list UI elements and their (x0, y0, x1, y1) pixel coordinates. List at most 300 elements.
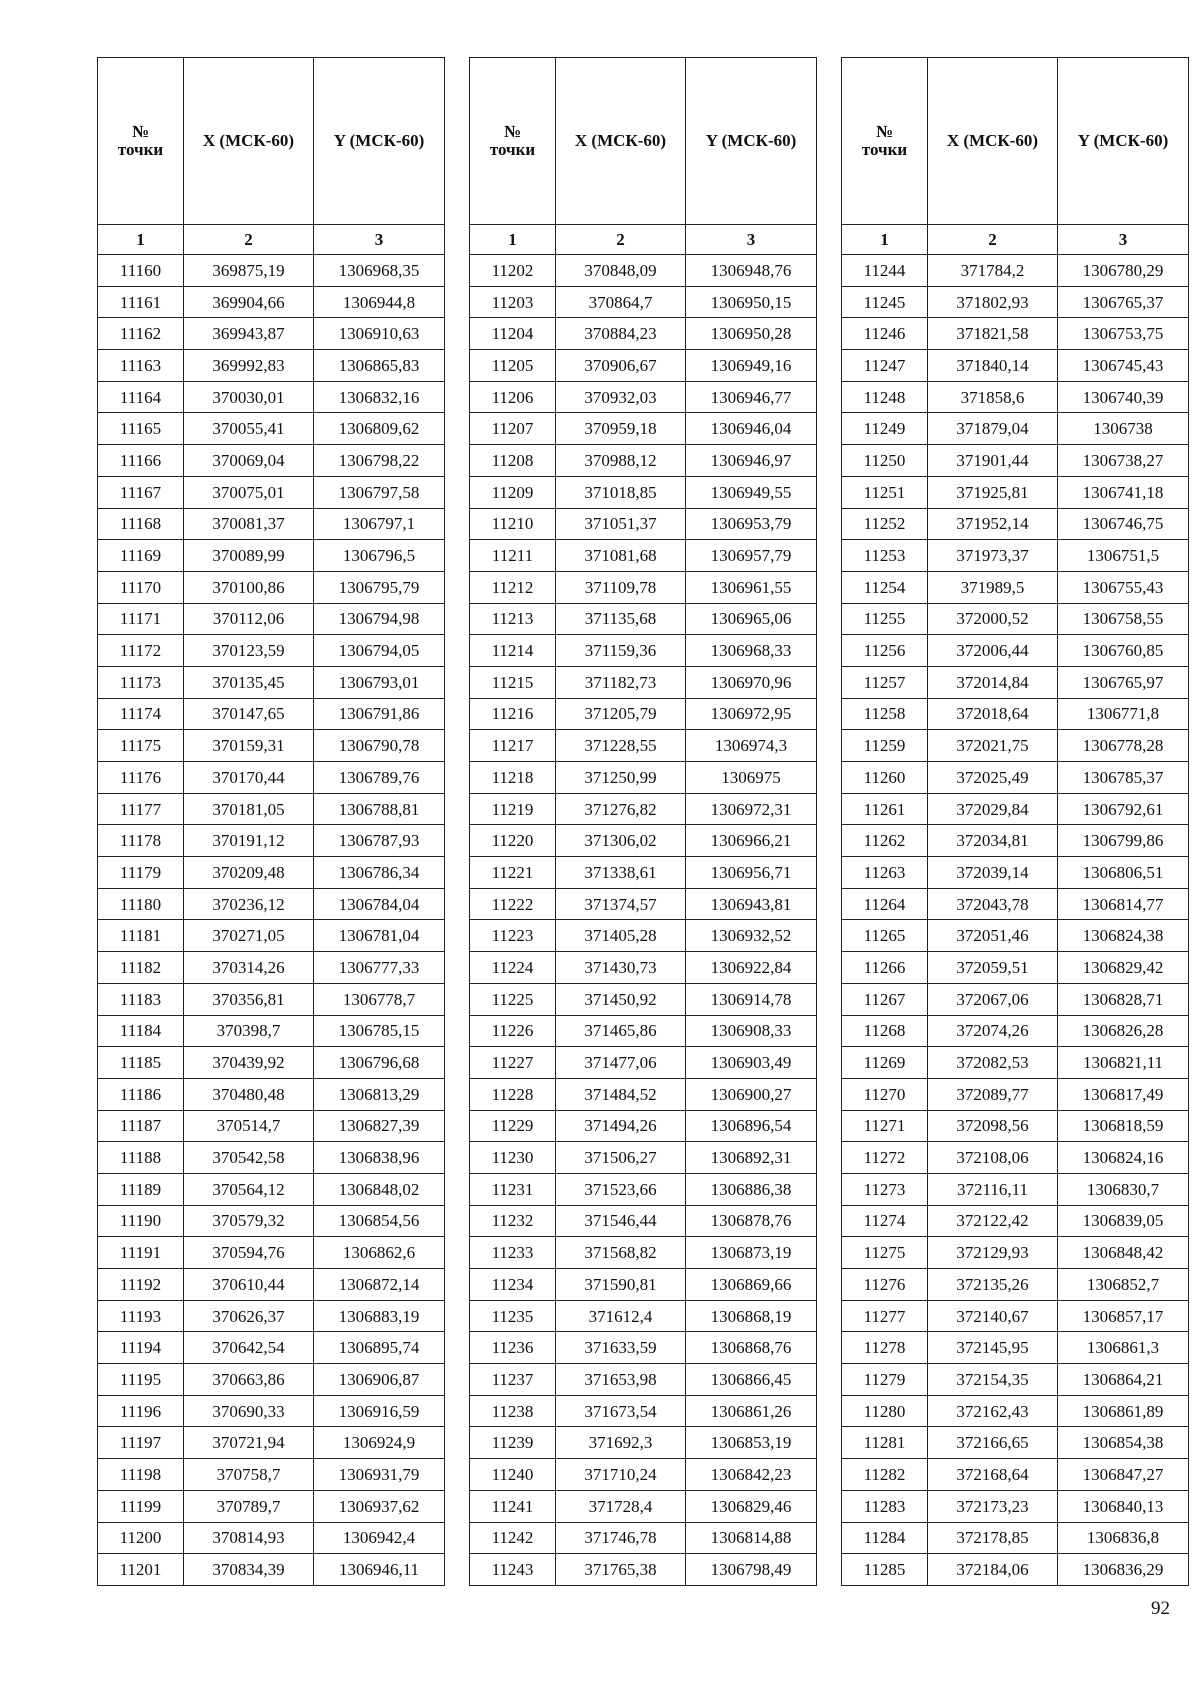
x-coordinate-cell: 372145,95 (928, 1332, 1058, 1364)
x-coordinate-cell: 370594,76 (184, 1237, 314, 1269)
column-number-1: 1 (98, 225, 184, 255)
table-row (470, 1015, 817, 1047)
point-number-sign: № (503, 122, 522, 141)
x-coordinate-cell: 370081,37 (184, 508, 314, 540)
y-coordinate-cell: 1306817,49 (1058, 1078, 1189, 1110)
x-coordinate-cell: 371276,82 (556, 793, 686, 825)
x-coordinate-cell: 372006,44 (928, 635, 1058, 667)
x-coordinate-header: X (МСК-60) (928, 58, 1058, 225)
point-number-cell: 11281 (842, 1427, 928, 1459)
table-row (470, 1522, 817, 1554)
x-coordinate-cell: 372029,84 (928, 793, 1058, 825)
x-coordinate-cell: 370123,59 (184, 635, 314, 667)
x-coordinate-cell: 372154,35 (928, 1364, 1058, 1396)
y-coordinate-cell: 1306946,77 (686, 381, 817, 413)
point-number-cell: 11162 (98, 318, 184, 350)
point-number-cell: 11239 (470, 1427, 556, 1459)
y-coordinate-cell: 1306741,18 (1058, 476, 1189, 508)
x-coordinate-cell: 372043,78 (928, 888, 1058, 920)
x-coordinate-cell: 370100,86 (184, 571, 314, 603)
table-row (842, 571, 1189, 603)
column-number-row (842, 225, 1189, 255)
point-number-cell: 11246 (842, 318, 928, 350)
point-number-cell: 11283 (842, 1490, 928, 1522)
point-number-cell: 11197 (98, 1427, 184, 1459)
y-coordinate-cell: 1306873,19 (686, 1237, 817, 1269)
x-coordinate-cell: 372173,23 (928, 1490, 1058, 1522)
x-coordinate-cell: 371746,78 (556, 1522, 686, 1554)
y-coordinate-cell: 1306862,6 (314, 1237, 445, 1269)
table-row (470, 762, 817, 794)
x-coordinate-cell: 370030,01 (184, 381, 314, 413)
table-row (842, 1110, 1189, 1142)
point-number-cell: 11238 (470, 1395, 556, 1427)
y-coordinate-cell: 1306892,31 (686, 1142, 817, 1174)
table-row (470, 730, 817, 762)
point-number-cell: 11202 (470, 255, 556, 287)
x-coordinate-cell: 371182,73 (556, 666, 686, 698)
table-row (98, 1078, 445, 1110)
y-coordinate-cell: 1306946,97 (686, 445, 817, 477)
x-coordinate-cell: 372018,64 (928, 698, 1058, 730)
table-row (842, 1142, 1189, 1174)
table-row (470, 1205, 817, 1237)
column-number-1: 1 (470, 225, 556, 255)
y-coordinate-cell: 1306824,16 (1058, 1142, 1189, 1174)
y-coordinate-cell: 1306864,21 (1058, 1364, 1189, 1396)
x-coordinate-cell: 372021,75 (928, 730, 1058, 762)
point-number-cell: 11242 (470, 1522, 556, 1554)
table-row (842, 888, 1189, 920)
x-coordinate-cell: 370191,12 (184, 825, 314, 857)
table-row (470, 445, 817, 477)
point-number-cell: 11175 (98, 730, 184, 762)
point-number-cell: 11183 (98, 983, 184, 1015)
x-coordinate-cell: 372089,77 (928, 1078, 1058, 1110)
point-number-cell: 11227 (470, 1047, 556, 1079)
x-coordinate-header: X (МСК-60) (556, 58, 686, 225)
y-coordinate-cell: 1306852,7 (1058, 1269, 1189, 1301)
point-number-cell: 11170 (98, 571, 184, 603)
y-coordinate-cell: 1306840,13 (1058, 1490, 1189, 1522)
y-coordinate-cell: 1306798,22 (314, 445, 445, 477)
x-coordinate-cell: 371228,55 (556, 730, 686, 762)
x-coordinate-cell: 370663,86 (184, 1364, 314, 1396)
y-coordinate-cell: 1306797,58 (314, 476, 445, 508)
point-number-cell: 11217 (470, 730, 556, 762)
x-coordinate-cell: 370758,7 (184, 1459, 314, 1491)
point-number-cell: 11272 (842, 1142, 928, 1174)
x-coordinate-cell: 370564,12 (184, 1173, 314, 1205)
table-row (470, 318, 817, 350)
y-coordinate-cell: 1306968,33 (686, 635, 817, 667)
table-row (98, 318, 445, 350)
y-coordinate-cell: 1306946,11 (314, 1554, 445, 1586)
y-coordinate-cell: 1306738,27 (1058, 445, 1189, 477)
y-coordinate-cell: 1306827,39 (314, 1110, 445, 1142)
x-coordinate-cell: 371338,61 (556, 857, 686, 889)
point-number-sign: № (131, 122, 150, 141)
point-number-cell: 11222 (470, 888, 556, 920)
table-row (98, 666, 445, 698)
table-row (842, 1395, 1189, 1427)
x-coordinate-cell: 370814,93 (184, 1522, 314, 1554)
y-coordinate-cell: 1306790,78 (314, 730, 445, 762)
x-coordinate-cell: 369943,87 (184, 318, 314, 350)
y-coordinate-cell: 1306949,55 (686, 476, 817, 508)
header-row (98, 58, 445, 225)
table-row (98, 603, 445, 635)
x-coordinate-cell: 371477,06 (556, 1047, 686, 1079)
point-number-cell: 11276 (842, 1269, 928, 1301)
x-coordinate-cell: 371840,14 (928, 350, 1058, 382)
x-coordinate-cell: 372122,42 (928, 1205, 1058, 1237)
x-coordinate-cell: 371450,92 (556, 983, 686, 1015)
y-coordinate-cell: 1306758,55 (1058, 603, 1189, 635)
x-coordinate-cell: 370834,39 (184, 1554, 314, 1586)
table-row (842, 381, 1189, 413)
y-coordinate-cell: 1306847,27 (1058, 1459, 1189, 1491)
table-row (842, 1173, 1189, 1205)
y-coordinate-cell: 1306949,16 (686, 350, 817, 382)
point-number-cell: 11181 (98, 920, 184, 952)
point-number-cell: 11235 (470, 1300, 556, 1332)
table-row (98, 571, 445, 603)
x-coordinate-cell: 372178,85 (928, 1522, 1058, 1554)
y-coordinate-cell: 1306839,05 (1058, 1205, 1189, 1237)
x-coordinate-cell: 371506,27 (556, 1142, 686, 1174)
x-coordinate-cell: 371612,4 (556, 1300, 686, 1332)
y-coordinate-cell: 1306793,01 (314, 666, 445, 698)
y-coordinate-cell: 1306780,29 (1058, 255, 1189, 287)
y-coordinate-cell: 1306745,43 (1058, 350, 1189, 382)
table-row (842, 1300, 1189, 1332)
table-row (842, 1459, 1189, 1491)
x-coordinate-cell: 370579,32 (184, 1205, 314, 1237)
x-coordinate-cell: 370055,41 (184, 413, 314, 445)
y-coordinate-cell: 1306781,04 (314, 920, 445, 952)
y-coordinate-cell: 1306738 (1058, 413, 1189, 445)
point-number-cell: 11211 (470, 540, 556, 572)
x-coordinate-cell: 370642,54 (184, 1332, 314, 1364)
y-coordinate-cell: 1306828,71 (1058, 983, 1189, 1015)
x-coordinate-cell: 370988,12 (556, 445, 686, 477)
point-number-cell: 11201 (98, 1554, 184, 1586)
column-number-3: 3 (1058, 225, 1189, 255)
table-row (842, 255, 1189, 287)
coordinates-table-2 (469, 57, 817, 1586)
table-row (470, 952, 817, 984)
table-row (470, 920, 817, 952)
table-row (842, 1015, 1189, 1047)
table-row (470, 825, 817, 857)
point-number-cell: 11265 (842, 920, 928, 952)
x-coordinate-cell: 369875,19 (184, 255, 314, 287)
point-number-cell: 11274 (842, 1205, 928, 1237)
point-number-cell: 11189 (98, 1173, 184, 1205)
point-number-cell: 11285 (842, 1554, 928, 1586)
table-row (98, 1047, 445, 1079)
table-row (470, 286, 817, 318)
point-number-header (98, 58, 184, 225)
column-number-3: 3 (314, 225, 445, 255)
y-coordinate-header: Y (МСК-60) (314, 58, 445, 225)
y-coordinate-cell: 1306796,5 (314, 540, 445, 572)
table-row (98, 1554, 445, 1586)
point-number-cell: 11243 (470, 1554, 556, 1586)
x-coordinate-cell: 370439,92 (184, 1047, 314, 1079)
header-row (842, 58, 1189, 225)
point-number-cell: 11163 (98, 350, 184, 382)
column-number-2: 2 (556, 225, 686, 255)
x-coordinate-cell: 372140,67 (928, 1300, 1058, 1332)
table-row (842, 983, 1189, 1015)
x-coordinate-cell: 370884,23 (556, 318, 686, 350)
y-coordinate-cell: 1306836,8 (1058, 1522, 1189, 1554)
x-coordinate-cell: 369904,66 (184, 286, 314, 318)
y-coordinate-cell: 1306821,11 (1058, 1047, 1189, 1079)
y-coordinate-cell: 1306900,27 (686, 1078, 817, 1110)
point-number-cell: 11206 (470, 381, 556, 413)
x-coordinate-cell: 370112,06 (184, 603, 314, 635)
table-row (470, 476, 817, 508)
table-row (842, 635, 1189, 667)
table-row (98, 1173, 445, 1205)
table-row (98, 888, 445, 920)
table-row (470, 1269, 817, 1301)
y-coordinate-cell: 1306786,34 (314, 857, 445, 889)
point-number-cell: 11176 (98, 762, 184, 794)
point-number-cell: 11266 (842, 952, 928, 984)
x-coordinate-cell: 372184,06 (928, 1554, 1058, 1586)
y-coordinate-cell: 1306961,55 (686, 571, 817, 603)
table-body (98, 255, 445, 1586)
table-row (842, 1522, 1189, 1554)
point-number-header (842, 58, 928, 225)
point-number-cell: 11171 (98, 603, 184, 635)
y-coordinate-cell: 1306787,93 (314, 825, 445, 857)
point-number-cell: 11187 (98, 1110, 184, 1142)
y-coordinate-cell: 1306854,56 (314, 1205, 445, 1237)
table-row (98, 255, 445, 287)
point-number-cell: 11165 (98, 413, 184, 445)
coordinates-table-1 (97, 57, 445, 1586)
table-row (470, 255, 817, 287)
x-coordinate-cell: 370848,09 (556, 255, 686, 287)
point-number-cell: 11184 (98, 1015, 184, 1047)
point-number-cell: 11237 (470, 1364, 556, 1396)
point-number-cell: 11253 (842, 540, 928, 572)
point-number-cell: 11262 (842, 825, 928, 857)
table-row (842, 1237, 1189, 1269)
table-row (98, 1427, 445, 1459)
point-number-cell: 11280 (842, 1395, 928, 1427)
x-coordinate-cell: 371692,3 (556, 1427, 686, 1459)
table-row (98, 762, 445, 794)
point-number-cell: 11225 (470, 983, 556, 1015)
table-row (842, 857, 1189, 889)
point-number-cell: 11172 (98, 635, 184, 667)
point-number-cell: 11180 (98, 888, 184, 920)
point-number-cell: 11185 (98, 1047, 184, 1079)
point-number-cell: 11247 (842, 350, 928, 382)
y-coordinate-cell: 1306956,71 (686, 857, 817, 889)
table-row (98, 508, 445, 540)
y-coordinate-cell: 1306760,85 (1058, 635, 1189, 667)
x-coordinate-cell: 370181,05 (184, 793, 314, 825)
point-number-cell: 11260 (842, 762, 928, 794)
table-row (98, 413, 445, 445)
x-coordinate-cell: 371374,57 (556, 888, 686, 920)
table-row (470, 1459, 817, 1491)
y-coordinate-cell: 1306868,19 (686, 1300, 817, 1332)
x-coordinate-cell: 372166,65 (928, 1427, 1058, 1459)
y-coordinate-cell: 1306753,75 (1058, 318, 1189, 350)
table-row (470, 1332, 817, 1364)
column-number-row (470, 225, 817, 255)
table-row (98, 698, 445, 730)
table-row (470, 857, 817, 889)
point-number-cell: 11241 (470, 1490, 556, 1522)
point-number-cell: 11278 (842, 1332, 928, 1364)
table-row (98, 1364, 445, 1396)
x-coordinate-header: X (МСК-60) (184, 58, 314, 225)
y-coordinate-cell: 1306895,74 (314, 1332, 445, 1364)
point-number-cell: 11228 (470, 1078, 556, 1110)
table-row (842, 540, 1189, 572)
x-coordinate-cell: 370075,01 (184, 476, 314, 508)
point-number-cell: 11186 (98, 1078, 184, 1110)
x-coordinate-cell: 370480,48 (184, 1078, 314, 1110)
x-coordinate-cell: 372025,49 (928, 762, 1058, 794)
y-coordinate-cell: 1306972,31 (686, 793, 817, 825)
x-coordinate-cell: 371250,99 (556, 762, 686, 794)
table-row (98, 540, 445, 572)
x-coordinate-cell: 371653,98 (556, 1364, 686, 1396)
x-coordinate-cell: 371879,04 (928, 413, 1058, 445)
x-coordinate-cell: 371135,68 (556, 603, 686, 635)
x-coordinate-cell: 372039,14 (928, 857, 1058, 889)
point-number-cell: 11190 (98, 1205, 184, 1237)
y-coordinate-cell: 1306806,51 (1058, 857, 1189, 889)
table-row (470, 571, 817, 603)
y-coordinate-cell: 1306755,43 (1058, 571, 1189, 603)
point-number-cell: 11167 (98, 476, 184, 508)
point-number-cell: 11204 (470, 318, 556, 350)
point-number-cell: 11255 (842, 603, 928, 635)
y-coordinate-cell: 1306792,61 (1058, 793, 1189, 825)
y-coordinate-cell: 1306789,76 (314, 762, 445, 794)
x-coordinate-cell: 371109,78 (556, 571, 686, 603)
x-coordinate-cell: 370170,44 (184, 762, 314, 794)
table-row (470, 983, 817, 1015)
point-number-cell: 11224 (470, 952, 556, 984)
point-number-cell: 11275 (842, 1237, 928, 1269)
x-coordinate-cell: 370626,37 (184, 1300, 314, 1332)
table-row (470, 666, 817, 698)
y-coordinate-cell: 1306791,86 (314, 698, 445, 730)
table-row (98, 635, 445, 667)
y-coordinate-cell: 1306796,68 (314, 1047, 445, 1079)
x-coordinate-cell: 370069,04 (184, 445, 314, 477)
point-number-cell: 11270 (842, 1078, 928, 1110)
column-number-2: 2 (184, 225, 314, 255)
y-coordinate-cell: 1306848,42 (1058, 1237, 1189, 1269)
y-coordinate-cell: 1306818,59 (1058, 1110, 1189, 1142)
table-row (98, 1300, 445, 1332)
column-number-1: 1 (842, 225, 928, 255)
table-row (98, 1332, 445, 1364)
table-row (470, 1237, 817, 1269)
point-number-cell: 11252 (842, 508, 928, 540)
point-number-cell: 11209 (470, 476, 556, 508)
point-number-word: точки (489, 140, 536, 159)
table-row (470, 1142, 817, 1174)
y-coordinate-cell: 1306970,96 (686, 666, 817, 698)
x-coordinate-cell: 370959,18 (556, 413, 686, 445)
x-coordinate-cell: 371430,73 (556, 952, 686, 984)
y-coordinate-cell: 1306883,19 (314, 1300, 445, 1332)
point-number-cell: 11233 (470, 1237, 556, 1269)
table-row (98, 445, 445, 477)
header-row (470, 58, 817, 225)
point-number-cell: 11205 (470, 350, 556, 382)
x-coordinate-cell: 370864,7 (556, 286, 686, 318)
y-coordinate-cell: 1306903,49 (686, 1047, 817, 1079)
point-number-cell: 11277 (842, 1300, 928, 1332)
table-row (98, 286, 445, 318)
y-coordinate-cell: 1306908,33 (686, 1015, 817, 1047)
x-coordinate-cell: 372108,06 (928, 1142, 1058, 1174)
point-number-cell: 11192 (98, 1269, 184, 1301)
table-row (470, 1173, 817, 1205)
y-coordinate-header: Y (МСК-60) (1058, 58, 1189, 225)
table-row (842, 1427, 1189, 1459)
point-number-cell: 11223 (470, 920, 556, 952)
point-number-cell: 11232 (470, 1205, 556, 1237)
y-coordinate-cell: 1306777,33 (314, 952, 445, 984)
y-coordinate-cell: 1306788,81 (314, 793, 445, 825)
x-coordinate-cell: 371159,36 (556, 635, 686, 667)
x-coordinate-cell: 372000,52 (928, 603, 1058, 635)
y-coordinate-cell: 1306948,76 (686, 255, 817, 287)
x-coordinate-cell: 371494,26 (556, 1110, 686, 1142)
y-coordinate-cell: 1306932,52 (686, 920, 817, 952)
table-row (98, 952, 445, 984)
table-row (98, 920, 445, 952)
y-coordinate-cell: 1306868,76 (686, 1332, 817, 1364)
point-number-cell: 11169 (98, 540, 184, 572)
table-row (842, 508, 1189, 540)
point-number-header (470, 58, 556, 225)
y-coordinate-cell: 1306861,26 (686, 1395, 817, 1427)
column-number-2: 2 (928, 225, 1058, 255)
y-coordinate-cell: 1306924,9 (314, 1427, 445, 1459)
point-number-cell: 11257 (842, 666, 928, 698)
point-number-cell: 11250 (842, 445, 928, 477)
y-coordinate-cell: 1306853,19 (686, 1427, 817, 1459)
y-coordinate-cell: 1306943,81 (686, 888, 817, 920)
y-coordinate-cell: 1306832,16 (314, 381, 445, 413)
y-coordinate-cell: 1306861,3 (1058, 1332, 1189, 1364)
y-coordinate-cell: 1306824,38 (1058, 920, 1189, 952)
point-number-cell: 11200 (98, 1522, 184, 1554)
y-coordinate-cell: 1306931,79 (314, 1459, 445, 1491)
y-coordinate-cell: 1306784,04 (314, 888, 445, 920)
table-row (98, 381, 445, 413)
point-number-cell: 11196 (98, 1395, 184, 1427)
point-number-cell: 11198 (98, 1459, 184, 1491)
